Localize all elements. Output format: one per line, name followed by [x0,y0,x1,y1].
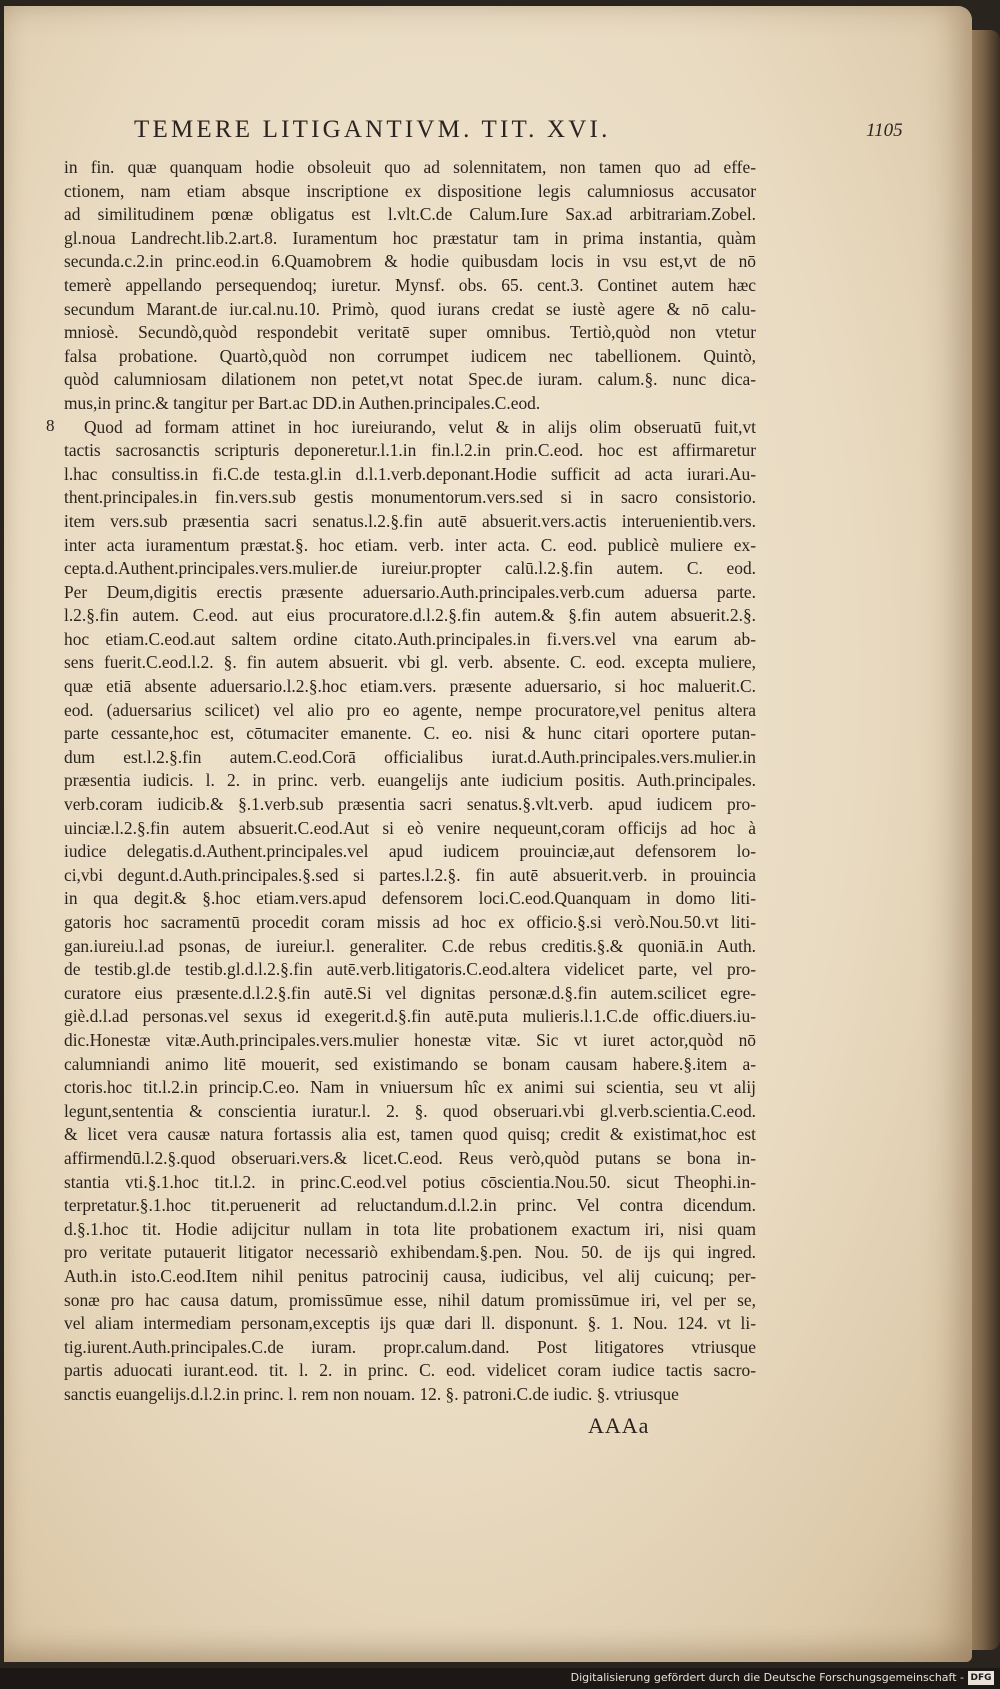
text-line: hoc etiam.C.eod.aut saltem ordine citato.Auth.principales.in fi.vers.vel vna earum ab- [64,628,756,649]
text-line: giè.d.l.ad personas.vel sexus id exegerit.d.§.fin autē.puta mulieris.l.1.C.de offic.diuers.iu- [64,1006,756,1027]
text-line: & licet vera causæ natura fortassis alia est, tamen quod quisq; credit & existimat,hoc est [64,1124,756,1145]
margin-note-number: 8 [46,416,55,435]
text-line: dic.Honestæ vitæ.Auth.principales.vers.mulier honestæ vitæ. Sic vt iuret actor,quòd nō [64,1029,756,1050]
text-line: uinciæ.l.2.§.fin autem absuerit.C.eod.Aut si eò venire nequeunt,coram officijs ad hoc à [64,817,756,838]
text-line: legunt,sententia & conscientia iuratur.l. 2. §. quod obseruari.vbi gl.verb.scientia.C.eod. [64,1100,756,1121]
page-number: 1105 [866,120,903,141]
text-line: l.2.§.fin autem. C.eod. aut eius procuratore.d.l.2.§.fin autem.& §.fin autem absuerit.2.§. [64,605,756,626]
text-line: tig.iurent.Auth.principales.C.de iuram. propr.calum.dand. Post litigatores vtriusque [64,1336,756,1357]
text-line: in qua degit.& §.hoc etiam.vers.apud defensorem loci.C.eod.Quanquam in domo liti- [64,888,756,909]
text-line: sonæ pro hac causa datum, promissūmue esse, nihil datum promissūmue iri, vel per se, [64,1289,756,1310]
main-text-block [64,156,756,1406]
text-line: vel aliam intermediam personam,exceptis ijs quæ dari ll. disponunt. §. 1. Nou. 124. vt li- [64,1313,756,1334]
text-line: thent.principales.in fin.vers.sub gestis monumentorum.vers.sed si in sacro consistorio. [64,487,756,508]
text-line: præsentia iudicis. l. 2. in princ. verb. euangelijs ante iudicium positis. Auth.principales. [64,770,756,791]
text-line: mus,in princ.& tangitur per Bart.ac DD.in Authen.principales.C.eod. [64,392,541,413]
text-line: inter acta iuramentum præstat.§. hoc etiam. verb. inter acta. C. eod. publicè muliere ex- [64,534,756,555]
text-line: sanctis euangelijs.d.l.2.in princ. l. rem non nouam. 12. §. patroni.C.de iudic. §. vtriusque [64,1383,679,1404]
text-line: falsa probatione. Quartò,quòd non corrumpet iudicem nec tabellionem. Quintò, [64,345,756,366]
text-line: item vers.sub præsentia sacri senatus.l.2.§.fin autē absuerit.vers.actis interuenientib.vers. [64,510,756,531]
text-line: in fin. quæ quanquam hodie obsoleuit quo ad solennitatem, non tamen quo ad effe- [64,157,756,177]
text-line: Auth.in isto.C.eod.Item nihil penitus patrocinij causa, iudicibus, vel alij cuicunq; per- [64,1265,756,1286]
text-line: pro veritate putauerit litigator necessariò exhibendam.§.pen. Nou. 50. de ijs qui ingred. [64,1242,756,1263]
text-line: dum est.l.2.§.fin autem.C.eod.Corā officialibus iurat.d.Auth.principales.vers.mulier.in [64,746,756,767]
signature-mark: AAAa [588,1413,650,1438]
text-line: gatoris hoc sacramentū procedit coram missis ad hoc ex officio.§.si verò.Nou.50.vt liti- [64,912,756,932]
text-line: verb.coram iudicib.& §.1.verb.sub præsentia sacri senatus.§.vlt.verb. apud iudicem pro- [64,794,756,815]
text-line: secundum Marant.de iur.cal.nu.10. Primò, quod iurans credat se iustè agere & nō calu- [64,298,756,319]
text-line: secunda.c.2.in princ.eod.in 6.Quamobrem & hodie quibusdam locis in vsu est,vt de nō [64,251,756,272]
text-line: parte cessante,hoc est, cōtumaciter emanente. C. eo. nisi & hunc citari oportere putan- [64,723,756,744]
text-line: curatore eius præsente.d.l.2.§.fin autē.Si vel dignitas personæ.d.§.fin autem.scilicet egre- [64,982,756,1003]
text-line: d.§.1.hoc tit. Hodie adijcitur nullam in tota lite probationem exactum iri, nisi quam [64,1218,756,1239]
text-line: quòd calumniosam dilationem non petet,vt notat Spec.de iuram. calum.§. nunc dica- [64,369,756,390]
text-line: de testib.gl.de testib.gl.d.l.2.§.fin autē.verb.litigatoris.C.eod.altera videlicet parte, vel pro- [64,959,756,980]
digitization-credit: Digitalisierung gefördert durch die Deutsche Forschungsgemeinschaft - [570,1671,964,1684]
text-line: gan.iureiu.l.ad psonas, de iureiur.l. generaliter. C.de rebus creditis.§.& quoniā.in Auth. [64,935,756,956]
text-line: eod. (aduersarius scilicet) vel alio pro eo agente, nempe procuratore,vel penitus altera [64,699,756,720]
text-line: temerè appellando persequendoq; iuretur. Mynsf. obs. 65. cent.3. Continet autem hæc [64,274,756,295]
text-line: ci,vbi degunt.d.Auth.principales.§.sed si partes.l.2.§. fin autē absuerit.verb. in prouincia [64,864,756,885]
text-line: Quod ad formam attinet in hoc iureiurando, velut & in alijs olim obseruatū fuit,vt [84,416,756,437]
text-line: stantia vti.§.1.hoc tit.l.2. in princ.C.eod.vel potius cōscientia.Nou.50. sicut Theophi.in- [64,1171,756,1192]
text-line: ad similitudinem pœnæ obligatus est l.vlt.C.de Calum.Iure Sax.ad arbitrariam.Zobel. [64,204,756,225]
text-line: affirmendū.l.2.§.quod obseruari.vers.& licet.C.eod. Reus verò,quòd putans se bona in- [64,1147,756,1168]
text-line: cepta.d.Authent.principales.vers.mulier.de iureiur.propter calū.l.2.§.fin autem. C. eod. [64,558,756,579]
text-line: partis aduocati iurant.eod. tit. l. 2. in princ. C. eod. videlicet coram iudice tactis sacro- [64,1360,756,1381]
text-line: sens fuerit.C.eod.l.2. §. fin autem absuerit. vbi gl. verb. absente. C. eod. excepta muliere, [64,652,756,673]
text-line: terpretatur.§.1.hoc tit.peruenerit ad reluctandum.d.l.2.in princ. Vel contra dicendum. [64,1195,756,1216]
text-line: ctionem, nam etiam absque inscriptione ex dispositione legis calumniosus accusator [64,180,756,201]
text-line: l.hac consultiss.in fi.C.de testa.gl.in d.l.1.verb.deponant.Hodie sufficit ad acta iurari.Au- [64,463,756,484]
text-line: iudice delegatis.d.Authent.principales.vel apud iudicem prouinciæ,aut defensorem lo- [64,841,756,862]
text-line: tactis sacrosanctis scripturis deponeretur.l.1.in fin.l.2.in prin.C.eod. hoc est affirmaretur [64,440,756,461]
text-line: quæ etiā absente aduersario.l.2.§.hoc etiam.vers. præsente aduersario, si hoc maluerit.C. [64,676,756,697]
text-line: gl.noua Landrecht.lib.2.art.8. Iuramentum hoc præstatur tam in prima instantia, quàm [64,227,756,248]
text-line: calumniandi animo litē mouerit, sed existimando se bonam causam habere.§.item a- [64,1053,756,1074]
dfg-logo: DFG [968,1671,994,1685]
running-head: TEMERE LITIGANTIVM. TIT. XVI. [134,116,611,143]
text-line: mniosè. Secundò,quòd respondebit veritatē super omnibus. Tertiò,quòd non vtetur [64,322,756,343]
text-line: Per Deum,digitis erectis præsente aduersario.Auth.principales.verb.cum aduersa parte. [64,581,756,602]
text-line: ctoris.hoc tit.l.2.in princip.C.eo. Nam in vniuersum hîc ex animi sui scientia, seu vt alij [64,1077,756,1098]
